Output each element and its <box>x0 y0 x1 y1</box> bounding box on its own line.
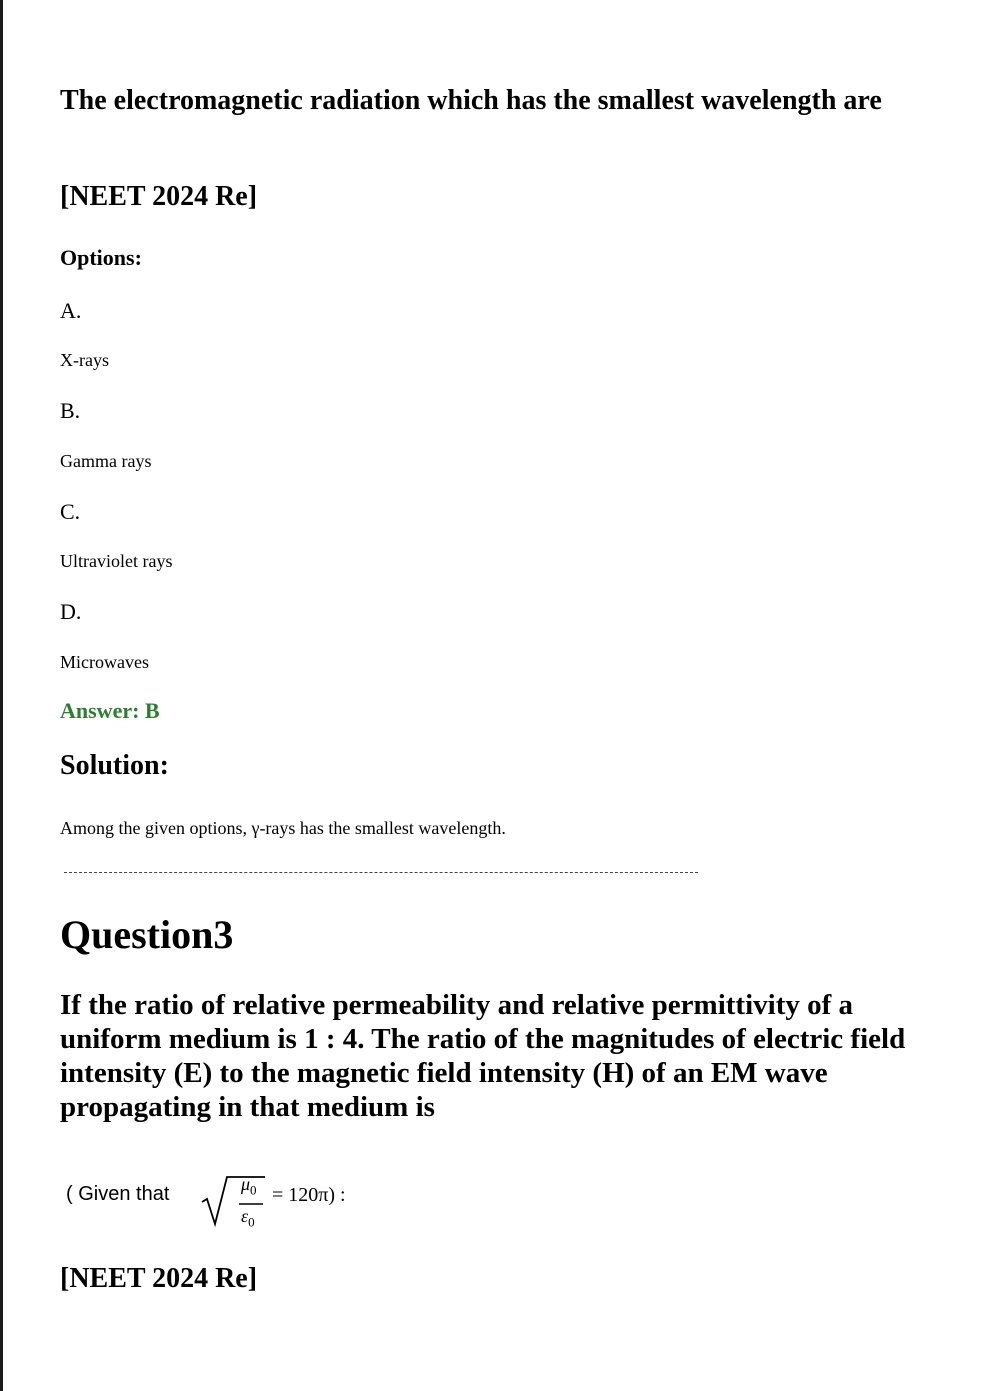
option-a-letter: A. <box>60 298 82 323</box>
options-heading: Options: <box>60 245 142 270</box>
question-2-exam-tag: [NEET 2024 Re] <box>60 181 258 212</box>
solution-heading: Solution: <box>60 750 169 781</box>
question-3-heading: Question3 <box>60 912 234 957</box>
numerator-subscript: 0 <box>250 1182 257 1198</box>
answer-label: Answer: B <box>60 698 160 723</box>
option-b-letter: B. <box>60 398 81 423</box>
question-3-text: If the ratio of relative permeability and relative permittivity of a uniform medium is 1 : 4. The ratio of the magnitudes of electric field intensity (E) to the magnetic field intensity (H) of an EM wave propagating in that medium is <box>60 989 906 1123</box>
option-c-text: Ultraviolet rays <box>60 551 173 571</box>
question-2-text: The electromagnetic radiation which has the smallest wavelength are <box>60 85 882 116</box>
option-a-text: X-rays <box>60 350 109 370</box>
solution-text: Among the given options, γ-rays has the smallest wavelength. <box>60 818 506 838</box>
question-3-exam-tag: [NEET 2024 Re] <box>60 1263 258 1294</box>
given-suffix: = 120π) : <box>272 1184 346 1206</box>
fraction-denominator: $\varepsilon_0$ <box>241 1206 255 1230</box>
given-formula <box>66 1172 466 1232</box>
option-b-text: Gamma rays <box>60 451 152 471</box>
option-d-text: Microwaves <box>60 652 149 672</box>
denominator-subscript: 0 <box>248 1214 255 1230</box>
option-c-letter: C. <box>60 499 81 524</box>
page-left-border <box>0 0 3 1391</box>
fraction-numerator: $\mu_0$ <box>241 1174 257 1198</box>
option-d-letter: D. <box>60 599 82 624</box>
section-divider <box>64 872 698 873</box>
given-prefix: ( Given that <box>66 1183 170 1205</box>
